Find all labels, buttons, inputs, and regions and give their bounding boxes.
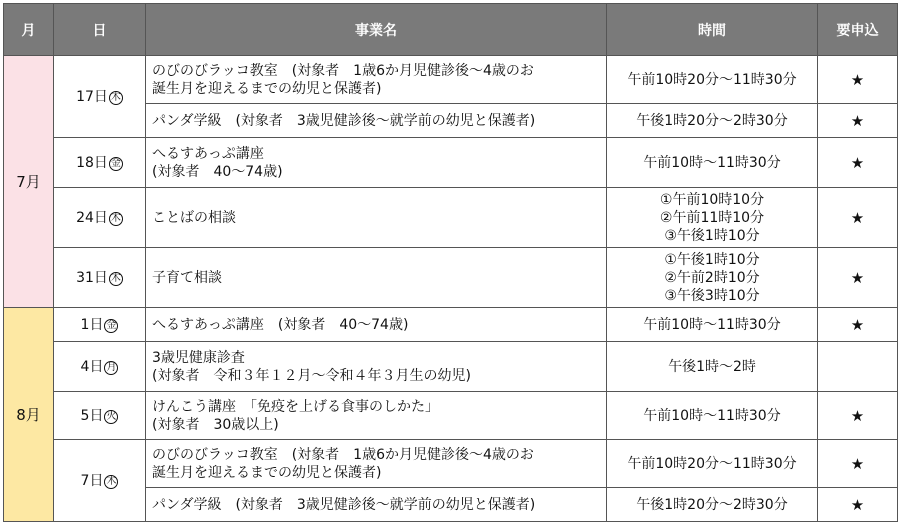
header-month: 月 (4, 4, 54, 56)
time-cell (607, 342, 818, 392)
day-date: 24日 (76, 209, 108, 226)
day-cell (54, 138, 146, 188)
schedule-table (3, 3, 898, 522)
month-cell: 8月 (4, 308, 54, 522)
event-text-line: (対象者 40〜74歳) (152, 163, 283, 180)
header-row (4, 4, 898, 56)
table-row (4, 440, 898, 488)
time-text-line: 午前10時20分〜11時30分 (627, 455, 797, 472)
weekday-badge: 金 (106, 319, 117, 331)
schedule-table-container (3, 3, 897, 527)
time-text-line: ①午前10時10分 (659, 191, 765, 208)
time-text-line: 午前10時〜11時30分 (643, 154, 781, 171)
event-cell (146, 188, 607, 248)
weekday-badge: 木 (110, 272, 121, 284)
day-date: 5日 (80, 407, 104, 424)
day-cell (54, 248, 146, 308)
application-required-star: ★ (818, 248, 898, 308)
event-text-line: のびのびラッコ教室 (対象者 1歳6か月児健診後〜4歳のお (152, 446, 534, 463)
time-cell (607, 248, 818, 308)
day-cell (54, 440, 146, 522)
day-date: 1日 (80, 316, 104, 333)
day-cell (54, 188, 146, 248)
event-cell (146, 342, 607, 392)
day-date: 18日 (76, 154, 108, 171)
event-text-line: 誕生月を迎えるまでの幼児と保護者) (152, 464, 382, 481)
day-date: 31日 (76, 269, 108, 286)
header-day: 日 (54, 4, 146, 56)
application-required-star: ★ (818, 188, 898, 248)
application-required-star: ★ (818, 56, 898, 104)
event-cell (146, 308, 607, 342)
event-cell (146, 440, 607, 488)
application-required-star: ★ (818, 392, 898, 440)
weekday-badge: 木 (110, 212, 121, 224)
day-cell (54, 308, 146, 342)
application-required-star: ★ (818, 104, 898, 138)
event-cell (146, 104, 607, 138)
time-text-line: 午前10時〜11時30分 (643, 316, 781, 333)
event-text-line: パンダ学級 (対象者 3歳児健診後〜就学前の幼児と保護者) (152, 112, 536, 129)
time-cell (607, 188, 818, 248)
time-cell (607, 392, 818, 440)
event-text-line: 子育て相談 (152, 269, 222, 286)
schedule-body (4, 56, 898, 522)
table-row (4, 138, 898, 188)
event-text-line: のびのびラッコ教室 (対象者 1歳6か月児健診後〜4歳のお (152, 62, 534, 79)
event-text-line: 誕生月を迎えるまでの幼児と保護者) (152, 80, 382, 97)
table-row (4, 392, 898, 440)
time-text-line: 午前10時20分〜11時30分 (627, 71, 797, 88)
event-text-line: ことばの相談 (152, 209, 236, 226)
time-cell (607, 104, 818, 138)
application-required-star: ★ (818, 488, 898, 522)
event-cell (146, 488, 607, 522)
event-text-line: パンダ学級 (対象者 3歳児健診後〜就学前の幼児と保護者) (152, 496, 536, 513)
time-cell (607, 56, 818, 104)
event-text-line: けんこう講座 「免疫を上げる食事のしかた」 (152, 398, 439, 415)
table-row (4, 308, 898, 342)
time-cell (607, 440, 818, 488)
time-cell (607, 138, 818, 188)
event-text-line: へるすあっぷ講座 (152, 145, 264, 162)
month-cell: 7月 (4, 56, 54, 308)
application-required-star: ★ (818, 308, 898, 342)
day-date: 17日 (76, 88, 108, 105)
day-cell (54, 56, 146, 138)
weekday-badge: 金 (110, 157, 121, 169)
header-time: 時間 (607, 4, 818, 56)
time-text-line: ③午後3時10分 (664, 287, 760, 304)
application-required-star: ★ (818, 440, 898, 488)
time-text-line: ③午後1時10分 (664, 227, 760, 244)
weekday-badge: 火 (106, 410, 117, 422)
table-row (4, 56, 898, 104)
time-text-line: ②午前11時10分 (659, 209, 765, 226)
event-text-line: (対象者 30歳以上) (152, 416, 279, 433)
time-text-line: ②午前2時10分 (664, 269, 760, 286)
weekday-badge: 木 (110, 91, 121, 103)
time-text-line: 午後1時〜2時 (668, 358, 756, 375)
time-cell (607, 308, 818, 342)
weekday-badge: 木 (106, 475, 117, 487)
day-date: 7日 (80, 472, 104, 489)
day-cell (54, 392, 146, 440)
time-text-line: ①午後1時10分 (664, 251, 760, 268)
time-text-line: 午後1時20分〜2時30分 (636, 112, 788, 129)
event-text-line: 3歳児健康診査 (152, 349, 245, 366)
time-cell (607, 488, 818, 522)
day-date: 4日 (80, 358, 104, 375)
event-text-line: へるすあっぷ講座 (対象者 40〜74歳) (152, 316, 409, 333)
table-row (4, 248, 898, 308)
event-text-line: (対象者 令和３年１２月〜令和４年３月生の幼児) (152, 367, 471, 384)
event-cell (146, 56, 607, 104)
header-application-required: 要申込 (818, 4, 898, 56)
time-text-line: 午前10時〜11時30分 (643, 407, 781, 424)
day-cell (54, 342, 146, 392)
time-text-line: 午後1時20分〜2時30分 (636, 496, 788, 513)
event-cell (146, 392, 607, 440)
table-row (4, 342, 898, 392)
table-row (4, 188, 898, 248)
event-cell (146, 138, 607, 188)
weekday-badge: 月 (106, 361, 117, 373)
application-required-star: ★ (818, 138, 898, 188)
event-cell (146, 248, 607, 308)
application-required-star (818, 342, 898, 392)
header-event: 事業名 (146, 4, 607, 56)
